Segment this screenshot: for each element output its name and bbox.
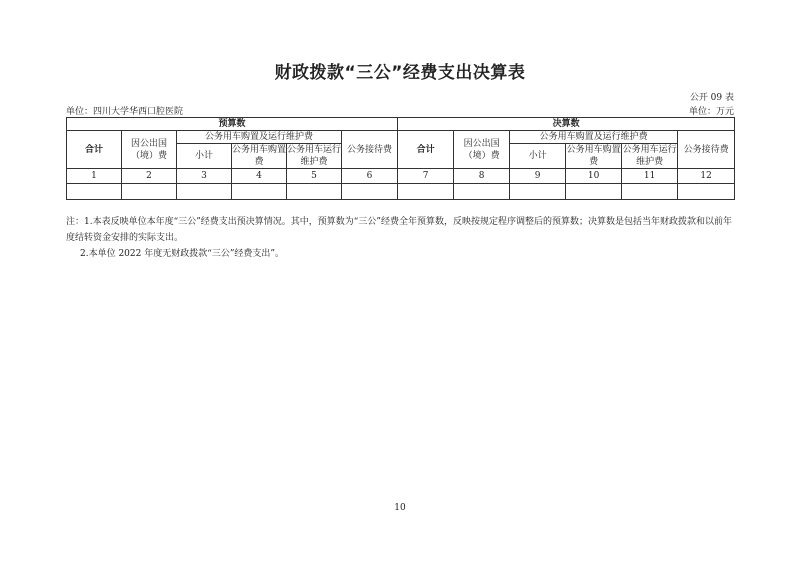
budget-vehicle-group-header: 公务用车购置及运行维护费 (177, 131, 342, 144)
column-number: 2 (122, 169, 177, 184)
column-number: 7 (398, 169, 454, 184)
column-number: 8 (454, 169, 510, 184)
column-number: 1 (67, 169, 122, 184)
column-number: 3 (177, 169, 232, 184)
data-cell (678, 184, 735, 200)
budget-header: 预算数 (67, 118, 398, 131)
final-reception-header: 公务接待费 (678, 131, 735, 169)
column-number: 6 (342, 169, 398, 184)
table-row (67, 184, 735, 200)
data-cell (67, 184, 122, 200)
data-cell (510, 184, 566, 200)
data-cell (622, 184, 678, 200)
data-cell (398, 184, 454, 200)
page-title: 财政拨款“三公”经费支出决算表 (274, 63, 526, 83)
column-number: 11 (622, 169, 678, 184)
unit-name: 单位：四川大学华西口腔医院 (66, 107, 184, 117)
column-number: 10 (566, 169, 622, 184)
data-cell (342, 184, 398, 200)
data-cell (177, 184, 232, 200)
page-number: 10 (394, 503, 406, 513)
data-cell (566, 184, 622, 200)
column-number: 9 (510, 169, 566, 184)
final-vehicle-purchase-header: 公务用车购置费 (566, 145, 621, 167)
form-number: 公开 09 表 (689, 93, 734, 103)
three-expenses-table (66, 117, 735, 200)
final-header: 决算数 (398, 118, 735, 131)
final-subtotal-header: 小计 (510, 144, 566, 169)
budget-vehicle-operation-header: 公务用车运行维护费 (287, 145, 342, 167)
data-cell (122, 184, 177, 200)
column-number: 12 (678, 169, 735, 184)
data-cell (454, 184, 510, 200)
data-cell (287, 184, 342, 200)
final-vehicle-group-header: 公务用车购置及运行维护费 (510, 131, 678, 144)
budget-travel-abroad-header: 因公出国（境）费 (122, 131, 177, 169)
final-travel-abroad-header: 因公出国（境）费 (454, 131, 510, 169)
budget-reception-header: 公务接待费 (342, 131, 398, 169)
budget-vehicle-purchase-header: 公务用车购置费 (232, 145, 287, 167)
note-2: 2.本单位 2022 年度无财政拨款“三公”经费支出”。 (80, 249, 285, 259)
budget-subtotal-header: 小计 (177, 144, 232, 169)
note-1: 注：1.本表反映单位本年度“三公”经费支出预决算情况。其中，预算数为“三公”经费全年预算数，反映按规定程序调整后的预算数；决算数是包括当年财政拨款和以前年度结转资金安排的实际支出。 (66, 217, 732, 243)
final-vehicle-operation-header: 公务用车运行维护费 (622, 145, 677, 167)
data-cell (232, 184, 287, 200)
column-number: 5 (287, 169, 342, 184)
currency-unit: 单位：万元 (688, 107, 734, 117)
budget-total-header: 合计 (67, 131, 122, 169)
notes (66, 214, 736, 262)
final-total-header: 合计 (398, 131, 454, 169)
column-number: 4 (232, 169, 287, 184)
